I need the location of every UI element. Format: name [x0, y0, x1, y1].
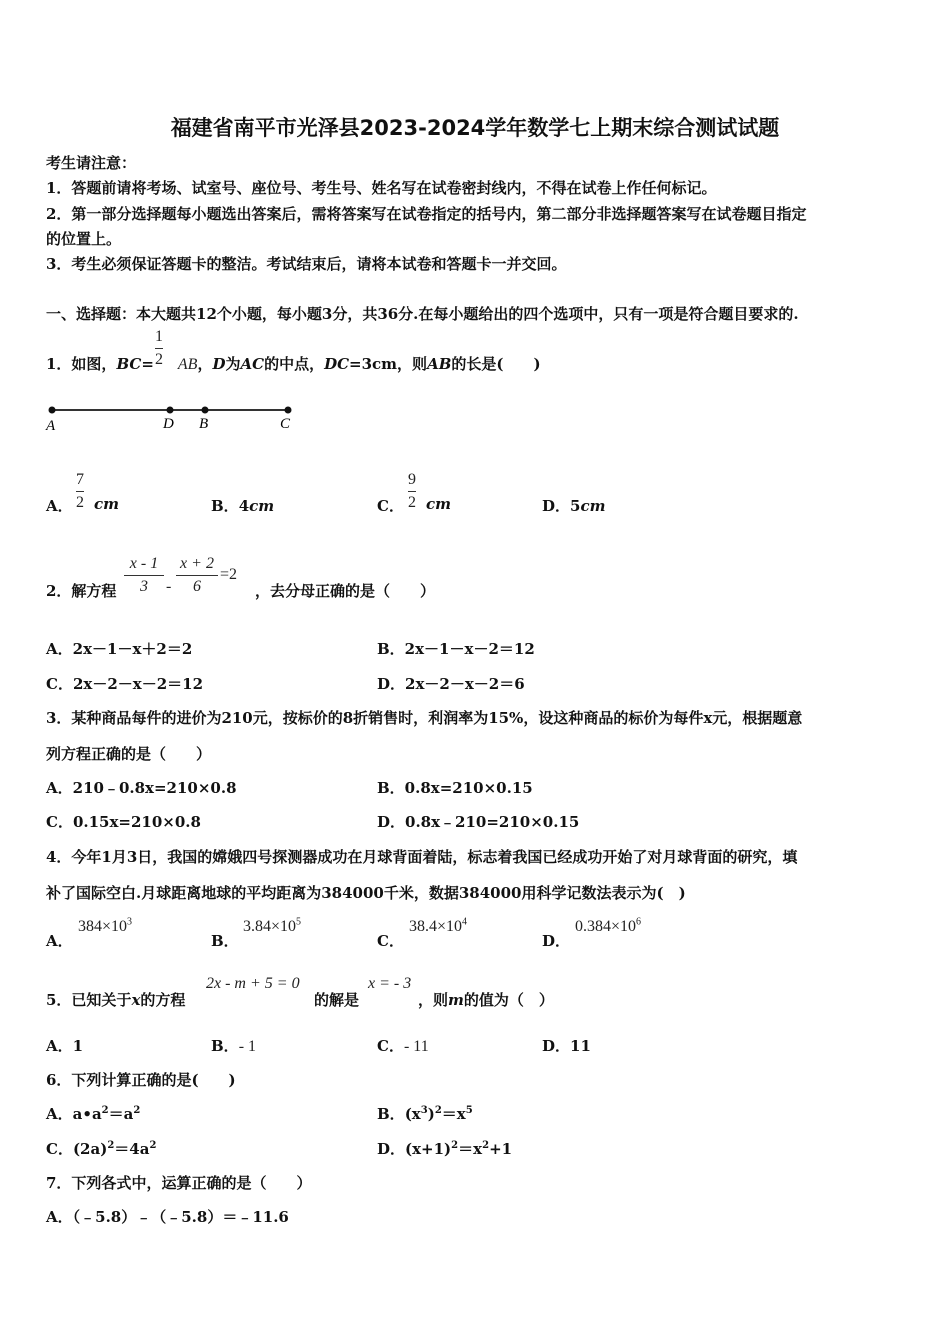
q4-option-d-label[interactable]: D． — [542, 932, 571, 950]
q7-stem: 7．下列各式中，运算正确的是（ ） — [46, 1174, 312, 1192]
point-a — [49, 407, 56, 414]
notice-item-2-line-1: 2．第一部分选择题每小题选出答案后，需将答案写在试卷指定的括号内，第二部分非选择题答案写在试卷题目指定 — [46, 205, 807, 223]
q2-suffix: ，去分母正确的是（ ） — [255, 582, 436, 600]
q4-option-a-label[interactable]: A． — [46, 932, 73, 950]
q4-option-a-value: $384\times 10^3$ — [78, 916, 133, 935]
q5-option-a[interactable]: A．1 — [46, 1037, 84, 1055]
page-title: 福建省南平市光泽县2023-2024学年数学七上期末综合测试试题 — [170, 116, 780, 140]
q2-option-c[interactable]: C．2x－2－x－2＝12 — [46, 675, 204, 693]
q4-option-c-label[interactable]: C． — [377, 932, 404, 950]
q3-option-d[interactable]: D．0.8x﹣210=210×0.15 — [377, 813, 580, 831]
q6-option-b[interactable]: B．$(x^3)^2=x^5$ — [377, 1105, 473, 1123]
q4-option-b-label[interactable]: B． — [211, 932, 239, 950]
q5-solution: x = - 3 — [368, 975, 412, 992]
label-b: B — [199, 416, 209, 432]
q1-option-a-label[interactable]: A． — [46, 497, 73, 515]
q7-option-a[interactable]: A．（﹣5.8）﹣（﹣5.8）＝﹣11.6 — [46, 1208, 289, 1226]
point-d — [167, 407, 174, 414]
q1-option-c-label[interactable]: C． — [377, 497, 404, 515]
q6-stem: 6．下列计算正确的是( ) — [46, 1071, 236, 1089]
q3-option-c[interactable]: C．0.15x=210×0.8 — [46, 813, 201, 831]
q6-option-d[interactable]: D．$(x+1)^2=x^2+1$ — [377, 1140, 513, 1158]
q4-option-c-value: $38.4\times 10^4$ — [409, 916, 468, 935]
q4-option-b-value: $3.84\times 10^5$ — [243, 916, 302, 935]
notice-item-1: 1．答题前请将考场、试室号、座位号、考生号、姓名写在试卷密封线内，不得在试卷上作任何标记。 — [46, 179, 717, 197]
q5-equation: 2x - m + 5 = 0 — [206, 975, 300, 992]
q2-minus: - — [166, 578, 172, 595]
q2-option-a[interactable]: A．2x－1－x＋2＝2 — [46, 640, 193, 658]
label-a: A — [46, 418, 56, 434]
label-d: D — [163, 416, 174, 432]
q3-stem-line-1: 3．某种商品每件的进价为210元，按标价的8折销售时，利润率为15%，设这种商品的标价为每件x元，根据题意 — [46, 709, 803, 727]
q5-stem-part-2: 的解是 — [314, 991, 360, 1009]
section-heading: 一、选择题：本大题共12个小题，每小题3分，共36分.在每小题给出的四个选项中，只有一项是符合题目要求的. — [46, 305, 799, 323]
q2-equals: =2 — [220, 566, 238, 583]
q5-option-c[interactable]: C．- 11 — [377, 1037, 429, 1055]
label-c: C — [280, 416, 291, 432]
q1-option-a-unit: cm — [94, 495, 120, 513]
q1-fraction-half: 1 2 — [155, 328, 163, 368]
q3-option-b[interactable]: B．0.8x=210×0.15 — [377, 779, 533, 797]
segment-figure — [40, 398, 310, 438]
q1-option-d[interactable]: D．5cm — [542, 497, 606, 515]
q4-stem-line-1: 4．今年1月3日，我国的嫦娥四号探测器成功在月球背面着陆，标志着我国已经成功开始了对月球背面的研究，填 — [46, 848, 798, 866]
q5-option-b[interactable]: B．- 1 — [211, 1037, 257, 1055]
q3-option-a[interactable]: A．210﹣0.8x=210×0.8 — [46, 779, 237, 797]
q2-option-b[interactable]: B．2x－1－x－2＝12 — [377, 640, 535, 658]
q4-option-d-value: $0.384\times 10^6$ — [575, 916, 642, 935]
q1-option-c-unit: cm — [426, 495, 452, 513]
point-c — [285, 407, 292, 414]
q5-stem-part-3: ，则m的值为（ ） — [418, 991, 554, 1009]
notice-item-3: 3．考生必须保证答题卡的整洁。考试结束后，请将本试卷和答题卡一并交回。 — [46, 255, 567, 273]
q2-fraction-2: x + 2 6 — [176, 554, 218, 597]
point-b — [202, 407, 209, 414]
q2-fraction-1: x - 1 3 — [124, 554, 164, 597]
notice-heading: 考生请注意： — [46, 154, 137, 172]
q5-stem-part-1: 5．已知关于x的方程 — [46, 991, 186, 1009]
q1-option-c-fraction: 9 2 — [408, 471, 416, 511]
q1-option-b[interactable]: B．4cm — [211, 497, 275, 515]
q4-stem-line-2: 补了国际空白.月球距离地球的平均距离为384000千米，数据384000用科学记数法表示为( ) — [46, 884, 686, 902]
q1-stem: 1．如图，BC= AB，D为AC的中点，DC=3cm，则AB的长是( ) — [46, 355, 541, 373]
q5-option-d[interactable]: D．11 — [542, 1037, 591, 1055]
q6-option-c[interactable]: C．$(2a)^2=4a^2$ — [46, 1140, 157, 1158]
q3-stem-line-2: 列方程正确的是（ ） — [46, 745, 212, 763]
q6-option-a[interactable]: A．$a•a^2=a^2$ — [46, 1105, 141, 1123]
notice-item-2-line-2: 的位置上。 — [46, 230, 122, 248]
q2-option-d[interactable]: D．2x－2－x－2＝6 — [377, 675, 525, 693]
q1-option-a-fraction: 7 2 — [76, 471, 84, 511]
q2-prefix: 2．解方程 — [46, 582, 117, 600]
